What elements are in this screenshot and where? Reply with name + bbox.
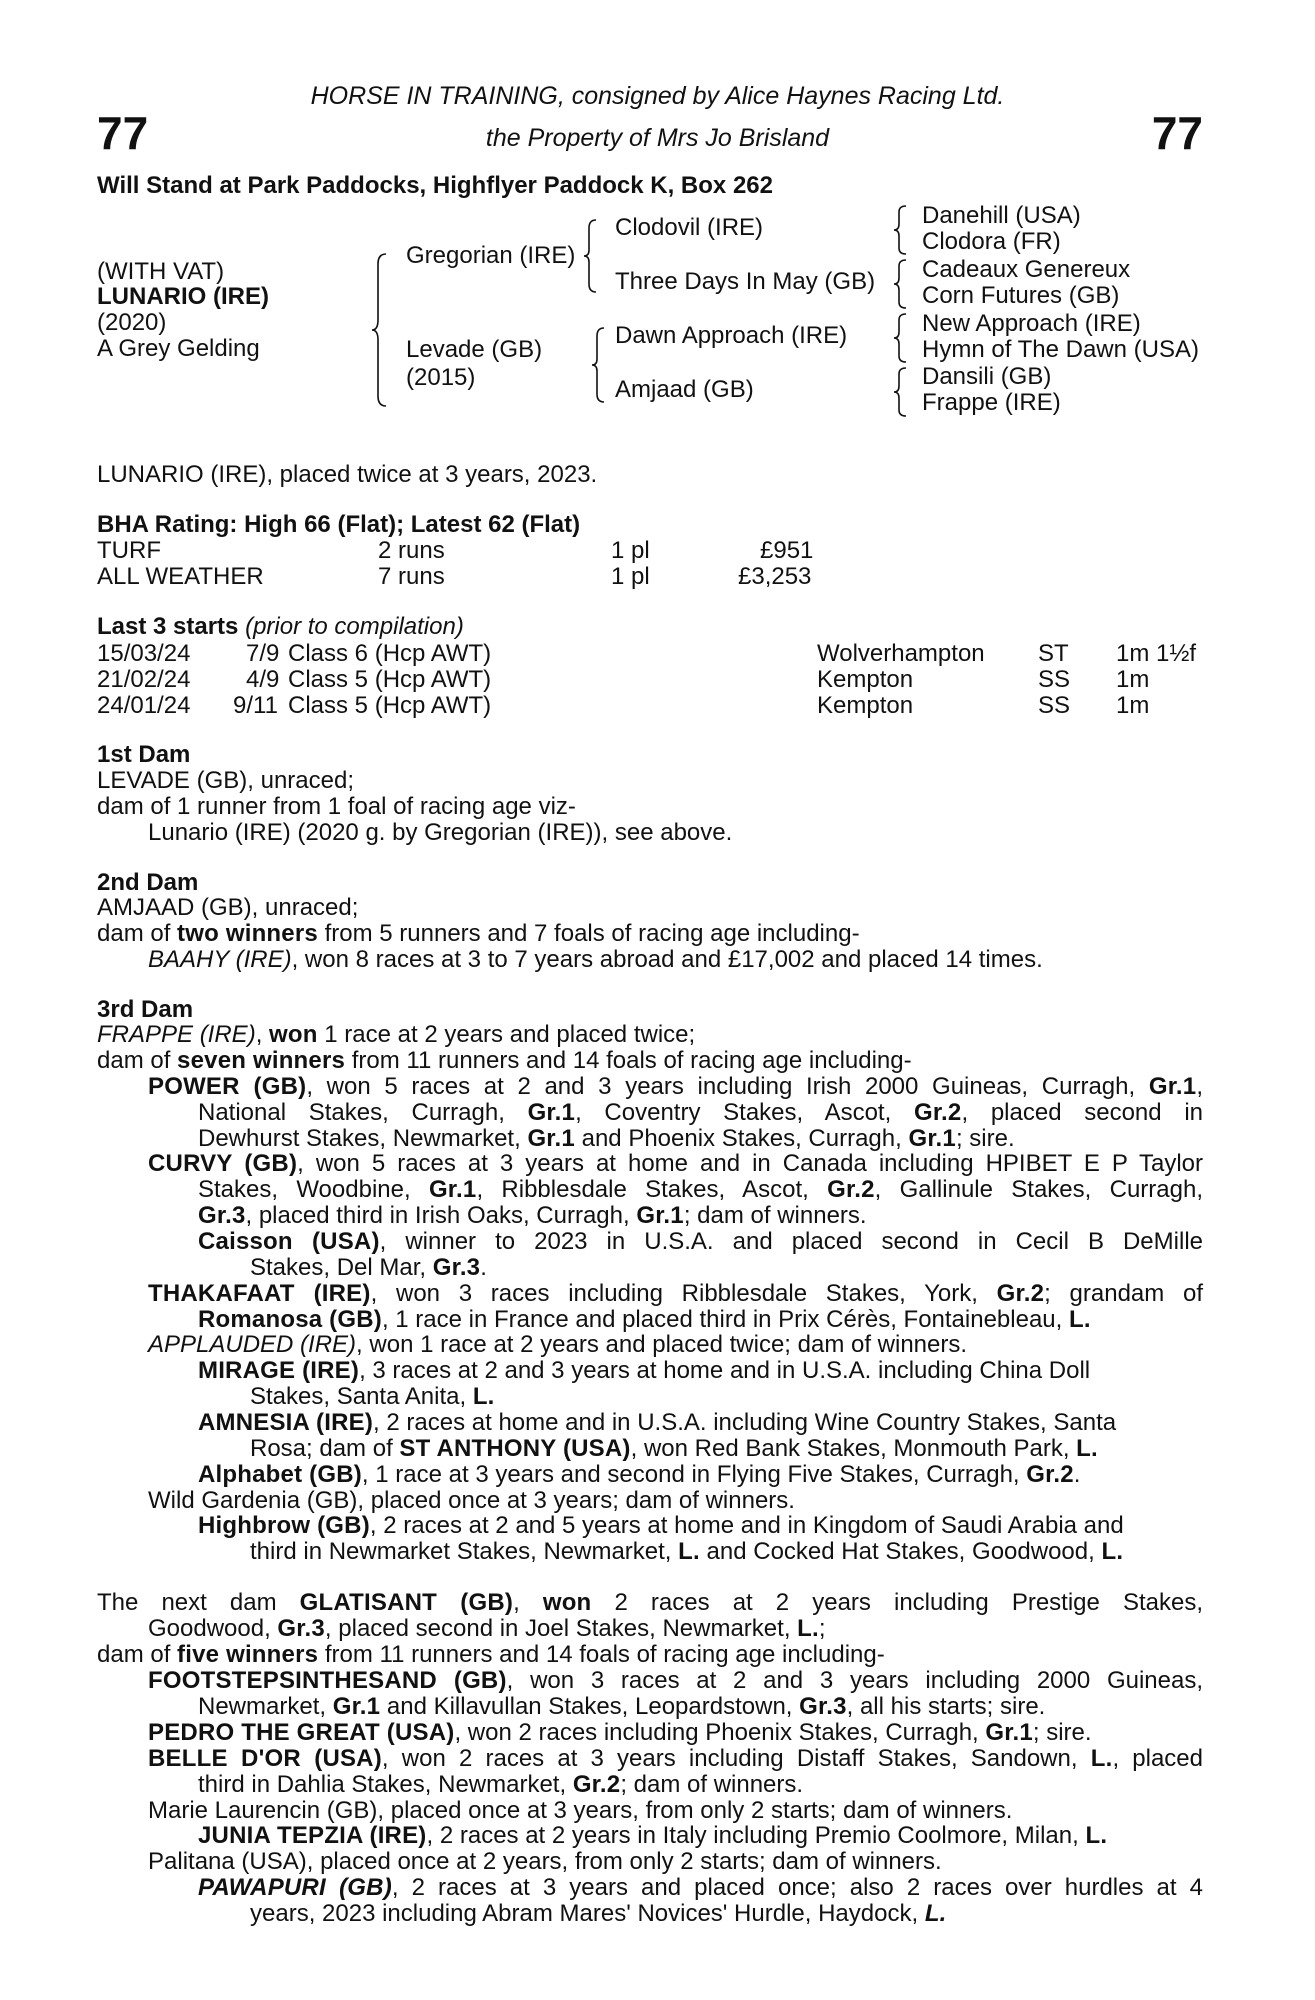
dam-name: FRAPPE (IRE) xyxy=(97,1021,256,1048)
text: , placed xyxy=(1112,1745,1204,1772)
winners-count: seven winners xyxy=(177,1047,346,1074)
listed: L. xyxy=(797,1615,819,1642)
text: , 3 races at 2 and 3 years at home and in U.S.A. including China Doll xyxy=(359,1357,1091,1384)
rating-placed: 1 pl xyxy=(611,537,650,564)
text: and Phoenix Stakes, Curragh, xyxy=(574,1125,909,1152)
progeny-name: Alphabet (GB) xyxy=(198,1461,362,1488)
pedigree-main-bracket xyxy=(372,252,390,408)
curvy-line3 xyxy=(198,1203,867,1229)
start-distance: 1m xyxy=(1116,666,1150,693)
lot-number-right: 77 xyxy=(1151,107,1203,159)
grade: Gr.2 xyxy=(913,1099,962,1126)
text: ; sire. xyxy=(955,1125,1015,1152)
text: Stakes, Del Mar, xyxy=(250,1254,433,1281)
text: , Ribblesdale Stakes, Ascot, xyxy=(476,1176,828,1203)
text: from 5 runners and 7 foals of racing age including- xyxy=(317,920,860,947)
progeny-name: APPLAUDED (IRE) xyxy=(148,1331,357,1358)
start-class: Class 6 (Hcp AWT) xyxy=(288,640,492,667)
winners-count: two winners xyxy=(177,920,318,947)
grade: Gr.1 xyxy=(527,1099,576,1126)
start-position: 7/9 xyxy=(246,640,280,667)
next-dam-line1 xyxy=(97,1590,1203,1616)
dam1-title: 1st Dam xyxy=(97,741,191,768)
rating-runs: 7 runs xyxy=(378,563,445,590)
text: third in Newmarket Stakes, Newmarket, xyxy=(250,1538,679,1565)
start-distance: 1m 1½f xyxy=(1116,640,1197,667)
dam1-line1: LEVADE (GB), unraced; xyxy=(97,767,354,794)
grade: Gr.1 xyxy=(985,1719,1033,1746)
pawapuri-line2 xyxy=(250,1901,947,1927)
sire-bracket xyxy=(584,218,600,294)
text: Rosa; dam of xyxy=(250,1435,400,1462)
grade: Gr.1 xyxy=(1148,1073,1197,1100)
pawapuri-line1 xyxy=(198,1875,1203,1901)
grade: Gr.2 xyxy=(572,1771,621,1798)
grade: Gr.1 xyxy=(332,1693,381,1720)
rating-surface: ALL WEATHER xyxy=(97,563,264,590)
text: National Stakes, Curragh, xyxy=(198,1099,528,1126)
text: , 2 races at home and in U.S.A. including Wine Country Stakes, Santa xyxy=(373,1409,1117,1436)
text: ; sire. xyxy=(1032,1719,1092,1746)
listed: L. xyxy=(1101,1538,1124,1565)
horse-name: LUNARIO (IRE) xyxy=(97,283,269,310)
start-course: Kempton xyxy=(817,692,914,719)
winners-count: five winners xyxy=(177,1641,319,1668)
wild-gardenia-line: Wild Gardenia (GB), placed once at 3 years; dam of winners. xyxy=(148,1487,795,1514)
text: ; dam of winners. xyxy=(620,1771,804,1798)
text: dam of xyxy=(97,1047,178,1074)
progeny-name: PAWAPURI (GB) xyxy=(198,1874,392,1901)
text: , xyxy=(1196,1073,1203,1100)
junia-line xyxy=(198,1823,1107,1849)
applauded-line xyxy=(148,1332,967,1358)
text: , 1 race in France and placed third in Prix Cérès, Fontainebleau, xyxy=(381,1306,1069,1333)
race-summary: LUNARIO (IRE), placed twice at 3 years, 2023. xyxy=(97,461,598,488)
grade: Gr.3 xyxy=(198,1202,246,1229)
dam-dam: Amjaad (GB) xyxy=(615,376,754,403)
next-dam-line2 xyxy=(148,1616,826,1642)
footsteps-line1 xyxy=(148,1668,1203,1694)
listed: L. xyxy=(924,1900,947,1927)
power-line3 xyxy=(198,1126,1015,1152)
caisson-line1 xyxy=(198,1229,1203,1255)
grade: Gr.1 xyxy=(527,1125,575,1152)
gp4-bracket xyxy=(894,366,910,418)
start-going: SS xyxy=(1038,692,1071,719)
dam3-line1 xyxy=(97,1022,695,1048)
vat-label: (WITH VAT) xyxy=(97,258,225,285)
dam1-line3: Lunario (IRE) (2020 g. by Gregorian (IRE)), see above. xyxy=(148,819,733,846)
power-line1 xyxy=(148,1074,1203,1100)
text: , 2 races at 2 years in Italy including Premio Coolmore, Milan, xyxy=(426,1822,1086,1849)
great-grandsire-1: Danehill (USA) xyxy=(922,202,1081,229)
text: , winner to 2023 in U.S.A. and placed second in Cecil B DeMille xyxy=(379,1228,1203,1255)
text: , won Red Bank Stakes, Monmouth Park, xyxy=(630,1435,1077,1462)
progeny-name: Caisson (USA) xyxy=(198,1228,380,1255)
dam-name: Levade (GB) xyxy=(406,336,543,363)
sire-sire: Clodovil (IRE) xyxy=(615,214,764,241)
text: years, 2023 including Abram Mares' Novices' Hurdle, Haydock, xyxy=(250,1900,925,1927)
grade: Gr.2 xyxy=(1026,1461,1074,1488)
horse-description: A Grey Gelding xyxy=(97,335,260,362)
text: , Coventry Stakes, Ascot, xyxy=(575,1099,914,1126)
text: The next dam xyxy=(97,1589,300,1616)
text: , 1 race at 3 years and second in Flying Five Stakes, Curragh, xyxy=(361,1461,1027,1488)
progeny-name: THAKAFAAT (IRE) xyxy=(148,1280,371,1307)
dam2-line2 xyxy=(97,921,860,947)
last-starts-title xyxy=(97,614,464,640)
rating-runs: 2 runs xyxy=(378,537,445,564)
rating-placed: 1 pl xyxy=(611,563,650,590)
rating-prize: £3,253 xyxy=(738,563,812,590)
won-label: won xyxy=(269,1021,318,1048)
alphabet-line xyxy=(198,1462,1080,1488)
text: , xyxy=(255,1021,270,1048)
progeny-name: Romanosa (GB) xyxy=(198,1306,382,1333)
text: , all his starts; sire. xyxy=(846,1693,1046,1720)
dam-bracket xyxy=(592,326,608,404)
text: ; dam of winners. xyxy=(683,1202,867,1229)
text: Stakes, Santa Anita, xyxy=(250,1383,473,1410)
dam3-line2 xyxy=(97,1048,912,1074)
text: dam of xyxy=(97,920,178,947)
amnesia-line1 xyxy=(198,1410,1116,1436)
mirage-line2 xyxy=(250,1384,495,1410)
consignor-line: HORSE IN TRAINING, consigned by Alice Haynes Racing Ltd. xyxy=(310,82,1005,110)
text: Goodwood, xyxy=(148,1615,278,1642)
grade: Gr.3 xyxy=(277,1615,325,1642)
text: Stakes, Woodbine, xyxy=(198,1176,429,1203)
listed: L. xyxy=(472,1383,495,1410)
start-date: 24/01/24 xyxy=(97,692,191,719)
progeny-name: ST ANTHONY (USA) xyxy=(399,1435,631,1462)
progeny-name: MIRAGE (IRE) xyxy=(198,1357,360,1384)
belle-line2 xyxy=(198,1772,803,1798)
highbrow-line1 xyxy=(198,1513,1124,1539)
text: , placed second in xyxy=(961,1099,1203,1126)
dam-year: (2015) xyxy=(406,364,476,391)
text: from 11 runners and 14 foals of racing age including- xyxy=(345,1047,912,1074)
mirage-line1 xyxy=(198,1358,1090,1384)
dam3-title: 3rd Dam xyxy=(97,996,194,1023)
rating-surface: TURF xyxy=(97,537,161,564)
start-position: 4/9 xyxy=(246,666,280,693)
grade: Gr.3 xyxy=(799,1693,847,1720)
listed: L. xyxy=(678,1538,700,1565)
great-granddam-6: Hymn of The Dawn (USA) xyxy=(922,336,1199,363)
dam-name: GLATISANT (GB) xyxy=(299,1589,514,1616)
marie-line: Marie Laurencin (GB), placed once at 3 years, from only 2 starts; dam of winners. xyxy=(148,1797,1013,1824)
start-class: Class 5 (Hcp AWT) xyxy=(288,692,492,719)
highbrow-line2 xyxy=(250,1539,1123,1565)
progeny-name: AMNESIA (IRE) xyxy=(198,1409,374,1436)
text: , won 3 races at 2 and 3 years including 2000 Guineas, xyxy=(506,1667,1204,1694)
start-position: 9/11 xyxy=(233,692,278,719)
text: , won 2 races at 3 years including Distaff Stakes, Sandown, xyxy=(381,1745,1091,1772)
rating-prize: £951 xyxy=(760,537,814,564)
start-going: SS xyxy=(1038,666,1071,693)
progeny-name: JUNIA TEPZIA (IRE) xyxy=(198,1822,427,1849)
grade: Gr.3 xyxy=(432,1254,481,1281)
text: and Cocked Hat Stakes, Goodwood, xyxy=(699,1538,1102,1565)
text: 1 race at 2 years and placed twice; xyxy=(317,1021,696,1048)
text: and Killavullan Stakes, Leopardstown, xyxy=(380,1693,800,1720)
text: . xyxy=(480,1254,487,1281)
progeny-name: BAAHY (IRE) xyxy=(148,946,292,973)
text: Dewhurst Stakes, Newmarket, xyxy=(198,1125,528,1152)
dam1-line2: dam of 1 runner from 1 foal of racing age viz- xyxy=(97,793,576,820)
progeny-name: BELLE D'OR (USA) xyxy=(148,1745,382,1772)
text: ; xyxy=(818,1615,826,1642)
grade: Gr.1 xyxy=(908,1125,956,1152)
text: , 2 races at 3 years and placed once; also 2 races over hurdles at 4 xyxy=(391,1874,1203,1901)
thakafaat-line1 xyxy=(148,1281,1203,1307)
progeny-name: FOOTSTEPSINTHESAND (GB) xyxy=(148,1667,507,1694)
text: third in Dahlia Stakes, Newmarket, xyxy=(198,1771,573,1798)
gp3-bracket xyxy=(894,312,910,364)
dam2-line1: AMJAAD (GB), unraced; xyxy=(97,894,359,921)
palitana-line: Palitana (USA), placed once at 2 years, from only 2 starts; dam of winners. xyxy=(148,1848,942,1875)
pedro-line xyxy=(148,1720,1092,1746)
text: , xyxy=(513,1589,543,1616)
text: , won 5 races at 3 years at home and in Canada including HPIBET E P Taylor xyxy=(297,1150,1204,1177)
horse-year: (2020) xyxy=(97,309,167,336)
last-starts-note: (prior to compilation) xyxy=(245,613,464,640)
text: 2 races at 2 years including Prestige Stakes, xyxy=(591,1589,1203,1616)
text: from 11 runners and 14 foals of racing age including- xyxy=(318,1641,885,1668)
stand-location: Will Stand at Park Paddocks, Highflyer Paddock K, Box 262 xyxy=(97,172,773,199)
progeny-name: Highbrow (GB) xyxy=(198,1512,370,1539)
text: , placed third in Irish Oaks, Curragh, xyxy=(245,1202,637,1229)
text: , won 2 races including Phoenix Stakes, Curragh, xyxy=(454,1719,986,1746)
start-date: 15/03/24 xyxy=(97,640,191,667)
start-going: ST xyxy=(1038,640,1069,667)
gp2-bracket xyxy=(894,258,910,310)
property-line: the Property of Mrs Jo Brisland xyxy=(485,124,830,152)
footsteps-line2 xyxy=(198,1694,1045,1720)
progeny-name: POWER (GB) xyxy=(148,1073,307,1100)
curvy-line1 xyxy=(148,1151,1203,1177)
belle-line1 xyxy=(148,1746,1203,1772)
listed: L. xyxy=(1085,1822,1108,1849)
dam2-line3 xyxy=(148,947,1043,973)
text: , won 1 race at 2 years and placed twice; dam of winners. xyxy=(356,1331,968,1358)
listed: L. xyxy=(1090,1745,1113,1772)
caisson-line2 xyxy=(250,1255,487,1281)
dam2-title: 2nd Dam xyxy=(97,869,199,896)
grade: Gr.2 xyxy=(827,1176,875,1203)
text: Newmarket, xyxy=(198,1693,333,1720)
won-label: won xyxy=(542,1589,592,1616)
great-grandsire-5: New Approach (IRE) xyxy=(922,310,1141,337)
text: , Gallinule Stakes, Curragh, xyxy=(874,1176,1203,1203)
start-distance: 1m xyxy=(1116,692,1150,719)
amnesia-line2 xyxy=(250,1436,1098,1462)
curvy-line2 xyxy=(198,1177,1203,1203)
romanosa-line xyxy=(198,1307,1091,1333)
start-class: Class 5 (Hcp AWT) xyxy=(288,666,492,693)
last-starts-heading: Last 3 starts xyxy=(97,613,239,640)
great-granddam-4: Corn Futures (GB) xyxy=(922,282,1120,309)
text: , won 3 races including Ribblesdale Stakes, York, xyxy=(370,1280,997,1307)
power-line2 xyxy=(198,1100,1203,1126)
grade: Gr.1 xyxy=(428,1176,477,1203)
dam-sire: Dawn Approach (IRE) xyxy=(615,322,848,349)
text: , won 5 races at 2 and 3 years including Irish 2000 Guineas, Curragh, xyxy=(306,1073,1149,1100)
progeny-name: PEDRO THE GREAT (USA) xyxy=(148,1719,455,1746)
sire-dam: Three Days In May (GB) xyxy=(615,268,876,295)
gp1-bracket xyxy=(894,204,910,256)
grade: Gr.1 xyxy=(636,1202,684,1229)
text: dam of xyxy=(97,1641,178,1668)
text: , placed second in Joel Stakes, Newmarket, xyxy=(324,1615,798,1642)
start-date: 21/02/24 xyxy=(97,666,191,693)
great-granddam-2: Clodora (FR) xyxy=(922,228,1061,255)
text: , won 8 races at 3 to 7 years abroad and £17,002 and placed 14 times. xyxy=(291,946,1043,973)
lot-number-left: 77 xyxy=(97,107,149,159)
great-granddam-8: Frappe (IRE) xyxy=(922,389,1061,416)
text: ; grandam of xyxy=(1044,1280,1204,1307)
bha-rating-title: BHA Rating: High 66 (Flat); Latest 62 (Flat) xyxy=(97,511,581,538)
great-grandsire-3: Cadeaux Genereux xyxy=(922,256,1131,283)
great-grandsire-7: Dansili (GB) xyxy=(922,363,1052,390)
text: , 2 races at 2 and 5 years at home and in Kingdom of Saudi Arabia and xyxy=(369,1512,1124,1539)
text: . xyxy=(1073,1461,1081,1488)
progeny-name: CURVY (GB) xyxy=(148,1150,298,1177)
next-dam-line3 xyxy=(97,1642,885,1668)
start-course: Wolverhampton xyxy=(817,640,985,667)
listed: L. xyxy=(1069,1306,1091,1333)
sire-name: Gregorian (IRE) xyxy=(406,242,576,269)
grade: Gr.2 xyxy=(996,1280,1045,1307)
start-course: Kempton xyxy=(817,666,914,693)
listed: L. xyxy=(1076,1435,1098,1462)
